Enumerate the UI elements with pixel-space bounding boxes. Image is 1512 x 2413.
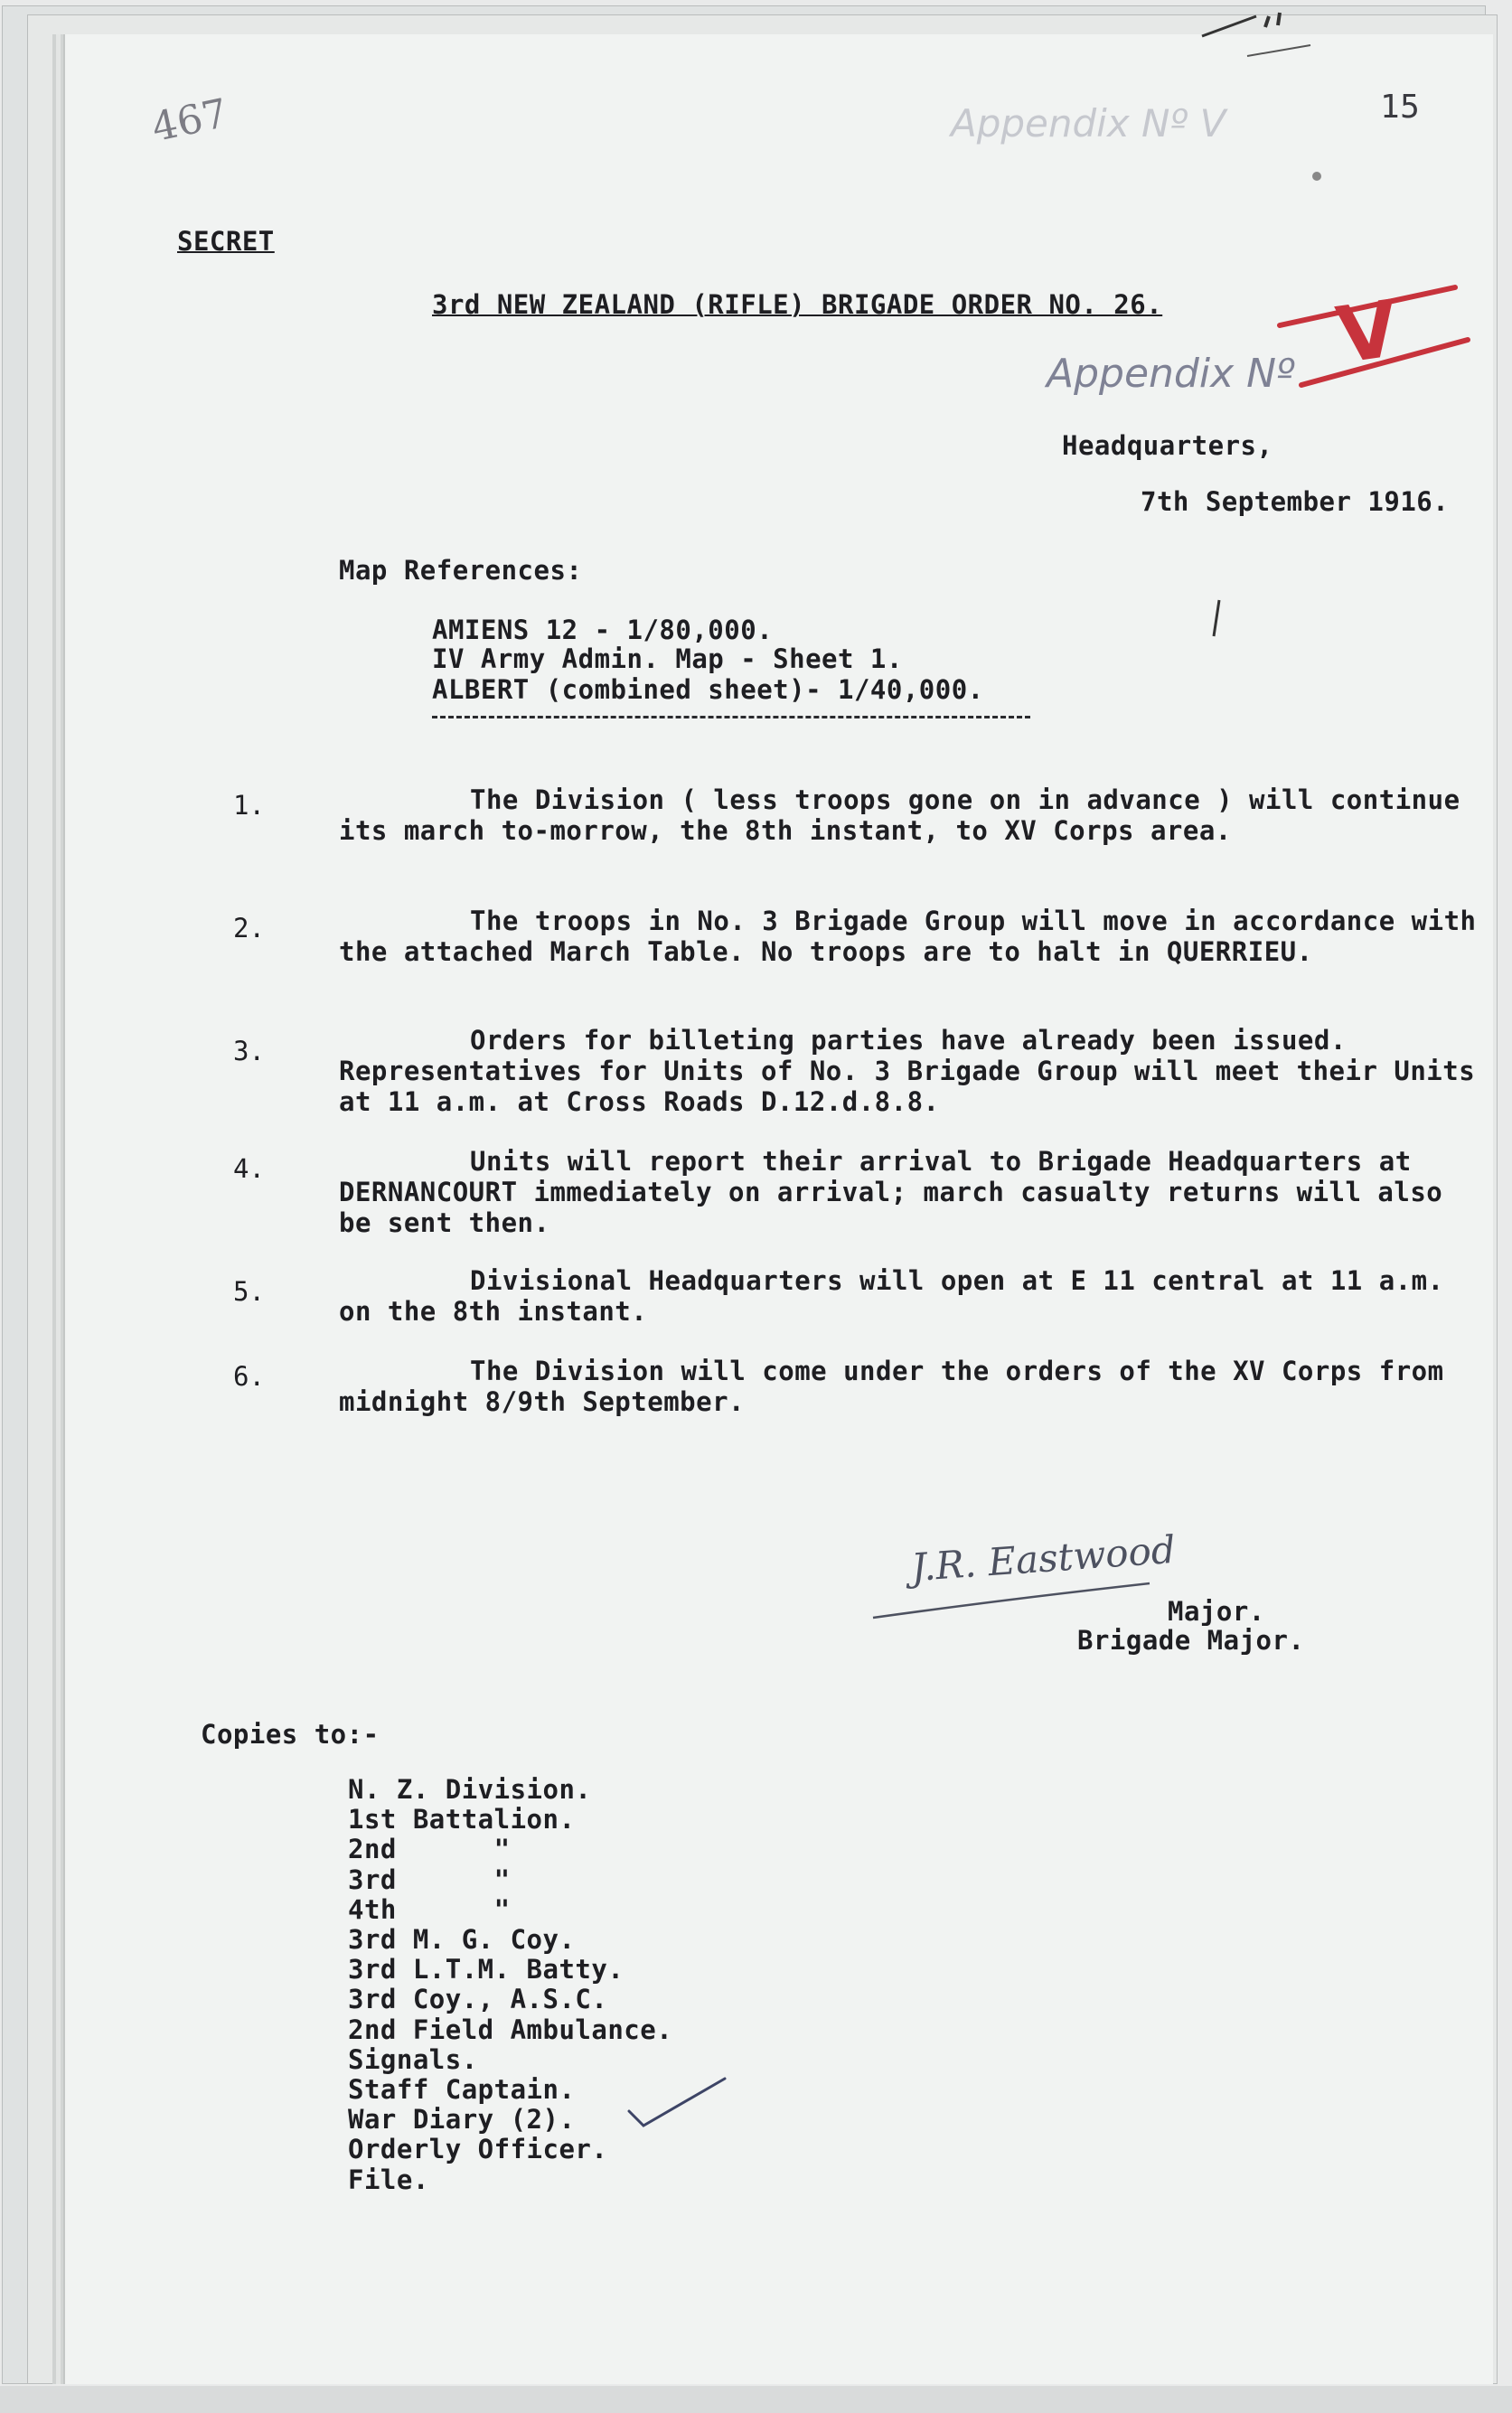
paragraph-2 — [339, 906, 1478, 967]
copy-recipient: 2nd " — [348, 1834, 511, 1865]
paragraph-number-4: 4. — [233, 1153, 265, 1184]
faded-appendix: Appendix Nº V — [951, 101, 1226, 146]
order-title: 3rd NEW ZEALAND (RIFLE) BRIGADE ORDER NO. 26. — [432, 289, 1163, 320]
paragraph-number-1: 1. — [233, 790, 265, 821]
paragraph-4 — [339, 1146, 1478, 1238]
page-number: 15 — [1380, 89, 1421, 126]
copy-recipient: 3rd L.T.M. Batty. — [348, 1954, 625, 1986]
map-reference-2: IV Army Admin. Map - Sheet 1. — [432, 643, 903, 674]
paragraph-4-text: Units will report their arrival to Brigade Headquarters at DERNANCOURT immediately on arrival; march casualty returns will also be sent then. — [339, 1146, 1443, 1238]
map-reference-3: ALBERT (combined sheet)- 1/40,000. — [432, 674, 984, 705]
paragraph-number-5: 5. — [233, 1276, 265, 1307]
header-location: Headquarters, — [1062, 430, 1273, 461]
folio-number: 467 — [147, 89, 232, 152]
appendix-stamp: Appendix Nº — [1047, 351, 1295, 397]
copy-recipient: File. — [348, 2164, 429, 2195]
copy-recipient: N. Z. Division. — [348, 1774, 592, 1805]
paragraph-6-text: The Division will come under the orders of the XV Corps from midnight 8/9th September. — [339, 1356, 1444, 1417]
copy-recipient: 2nd Field Ambulance. — [348, 2014, 673, 2045]
classification: SECRET — [177, 226, 275, 257]
map-reference-1: AMIENS 12 - 1/80,000. — [432, 615, 774, 645]
paragraph-1-text: The Division ( less troops gone on in advance ) will continue its march to-morrow, the 8th instant, to XV Corps area. — [339, 784, 1460, 846]
check-mark-icon — [624, 2070, 732, 2133]
copy-recipient: 3rd " — [348, 1864, 511, 1895]
appendix-numeral: V — [1331, 283, 1404, 382]
paragraph-number-3: 3. — [233, 1036, 265, 1066]
pencil-stroke-icon — [1207, 596, 1225, 642]
copy-recipient: War Diary (2). — [348, 2104, 576, 2136]
paragraph-5 — [339, 1265, 1478, 1327]
corner-marks-icon — [1193, 0, 1319, 63]
copies-label: Copies to:- — [201, 1719, 380, 1750]
bottom-strip — [0, 2386, 1512, 2413]
map-references-label: Map References: — [339, 555, 583, 586]
paragraph-6 — [339, 1356, 1478, 1417]
signature-title: Brigade Major. — [1077, 1625, 1305, 1656]
copy-recipient: Staff Captain. — [348, 2074, 576, 2106]
map-references-rule — [432, 716, 1030, 718]
signature: J.R. Eastwood — [909, 1526, 1178, 1591]
paragraph-1 — [339, 784, 1478, 846]
copy-recipient: Orderly Officer. — [348, 2134, 608, 2165]
paragraph-number-6: 6. — [233, 1361, 265, 1392]
copy-recipient: Signals. — [348, 2043, 478, 2075]
paragraph-2-text: The troops in No. 3 Brigade Group will move in accordance with the attached March Table. No troops are to halt in QUERRIEU. — [339, 906, 1477, 967]
signature-underline-icon — [868, 1573, 1157, 1627]
paragraph-number-2: 2. — [233, 913, 265, 944]
header-date: 7th September 1916. — [1141, 486, 1450, 517]
copy-recipient: 3rd Coy., A.S.C. — [348, 1984, 608, 2015]
copy-recipient: 3rd M. G. Coy. — [348, 1924, 576, 1956]
signature-rank: Major. — [1168, 1596, 1265, 1627]
paragraph-5-text: Divisional Headquarters will open at E 11 central at 11 a.m. on the 8th instant. — [339, 1265, 1444, 1327]
paragraph-3-text: Orders for billeting parties have already been issued. Representatives for Units of No. 3 Brigade Group will meet their Units at 11 a.m. at Cross Roads D.12.d.8.8. — [339, 1025, 1476, 1117]
copy-recipient: 1st Battalion. — [348, 1804, 576, 1836]
paper-dot — [1312, 172, 1321, 181]
copy-recipient: 4th " — [348, 1893, 511, 1925]
paragraph-3 — [339, 1025, 1478, 1117]
